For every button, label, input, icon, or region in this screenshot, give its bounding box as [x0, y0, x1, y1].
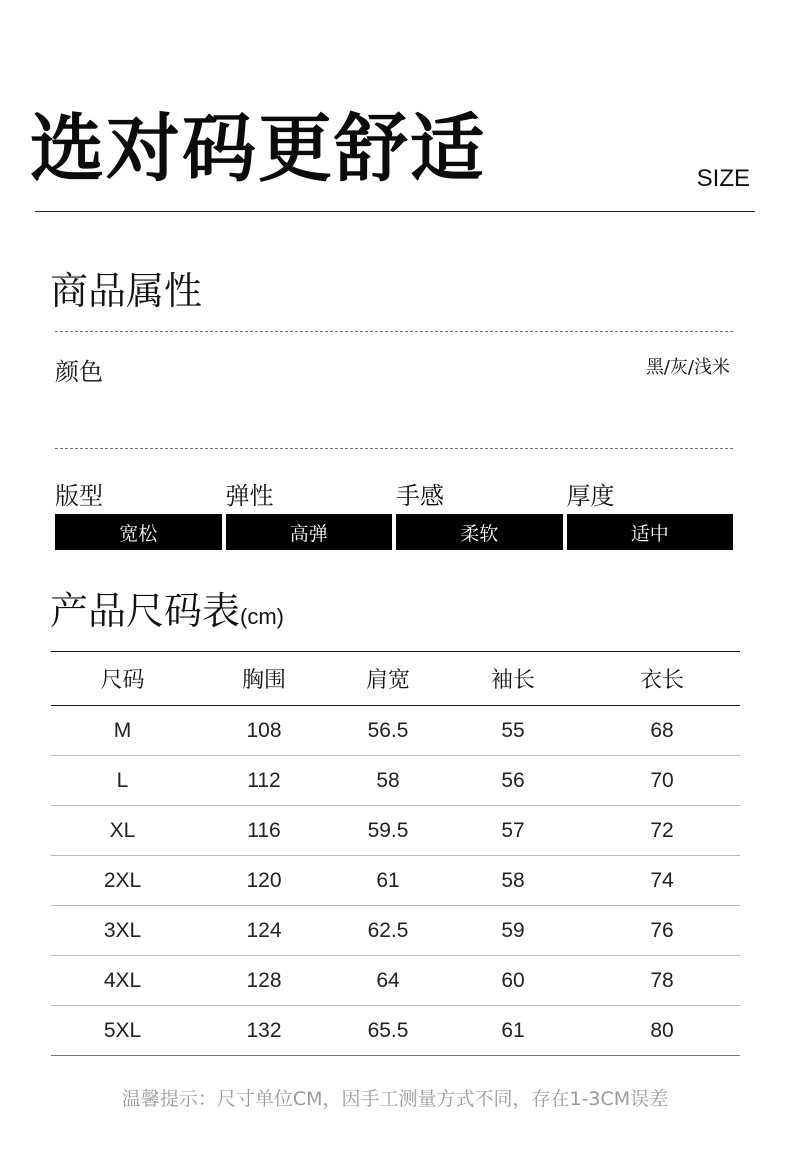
spec-fit [55, 480, 222, 552]
spec-label: 厚度 [566, 482, 615, 510]
spec-label: 弹性 [225, 482, 274, 510]
spec-grid [55, 480, 733, 552]
table-cell: 59.5 [367, 818, 409, 842]
table-header-row [51, 652, 740, 706]
table-cell: 68 [650, 718, 674, 742]
column-header: 胸围 [241, 668, 286, 693]
table-cell: 58 [376, 768, 400, 792]
table-row [51, 856, 740, 906]
spec-feel [396, 480, 563, 552]
column-header: 肩宽 [365, 668, 410, 693]
table-cell: 57 [501, 818, 525, 842]
table-cell: 60 [501, 968, 525, 992]
table-cell: 64 [376, 968, 400, 992]
table-cell: 55 [501, 718, 525, 742]
attributes-divider-bottom [55, 448, 733, 449]
page-title: 选对码更舒适 [30, 106, 486, 192]
table-cell: 120 [246, 868, 282, 892]
table-cell: 80 [650, 1018, 674, 1042]
attributes-title: 商品属性 [50, 269, 203, 313]
footnote: 温馨提示：尺寸单位CM，因手工测量方式不同，存在1-3CM误差 [121, 1088, 669, 1110]
table-cell: 70 [650, 768, 674, 792]
table-cell: M [113, 718, 132, 742]
table-cell: 61 [501, 1018, 525, 1042]
size-chart-unit: (cm) [240, 604, 284, 629]
table-cell: XL [109, 818, 136, 842]
table-cell: 108 [246, 718, 282, 742]
spec-value: 高弹 [226, 514, 393, 550]
spec-label: 版型 [55, 482, 103, 510]
table-cell: 62.5 [367, 918, 409, 942]
table-cell: 4XL [103, 968, 142, 992]
column-header: 尺码 [100, 668, 145, 693]
spec-value: 柔软 [396, 514, 563, 550]
table-cell: 128 [246, 968, 282, 992]
spec-label: 手感 [396, 482, 444, 510]
size-chart-title-text: 产品尺码表 [50, 589, 241, 633]
spec-elasticity [226, 480, 393, 552]
size-chart-title [50, 589, 284, 633]
table-cell: 58 [501, 868, 525, 892]
table-cell: 65.5 [367, 1018, 409, 1042]
header-divider [35, 211, 755, 212]
color-label: 颜色 [55, 358, 103, 386]
table-cell: 5XL [103, 1018, 142, 1042]
column-header: 袖长 [490, 668, 535, 693]
table-row [51, 706, 740, 756]
table-cell: 116 [247, 818, 281, 842]
table-cell: 2XL [103, 868, 142, 892]
spec-thickness [567, 480, 734, 552]
table-cell: 72 [650, 818, 674, 842]
table-cell: 74 [650, 868, 674, 892]
table-row [51, 806, 740, 856]
table-cell: 112 [247, 768, 281, 792]
table-cell: L [116, 768, 129, 792]
table-cell: 56.5 [367, 718, 409, 742]
table-cell: 59 [501, 918, 525, 942]
column-header: 衣长 [639, 668, 684, 693]
table-cell: 56 [501, 768, 525, 792]
table-cell: 124 [246, 918, 282, 942]
table-row [51, 1006, 740, 1056]
spec-value: 宽松 [55, 514, 222, 550]
spec-value: 适中 [567, 514, 734, 550]
table-cell: 78 [650, 968, 674, 992]
size-table [51, 651, 740, 1056]
attributes-divider-top [55, 331, 733, 332]
table-row [51, 756, 740, 806]
table-cell: 76 [650, 918, 674, 942]
table-cell: 3XL [103, 918, 142, 942]
table-cell: 132 [246, 1018, 282, 1042]
size-label: SIZE [696, 165, 750, 192]
table-cell: 61 [376, 868, 400, 892]
table-row [51, 906, 740, 956]
color-value: 黑/灰/浅米 [645, 357, 730, 378]
table-row [51, 956, 740, 1006]
